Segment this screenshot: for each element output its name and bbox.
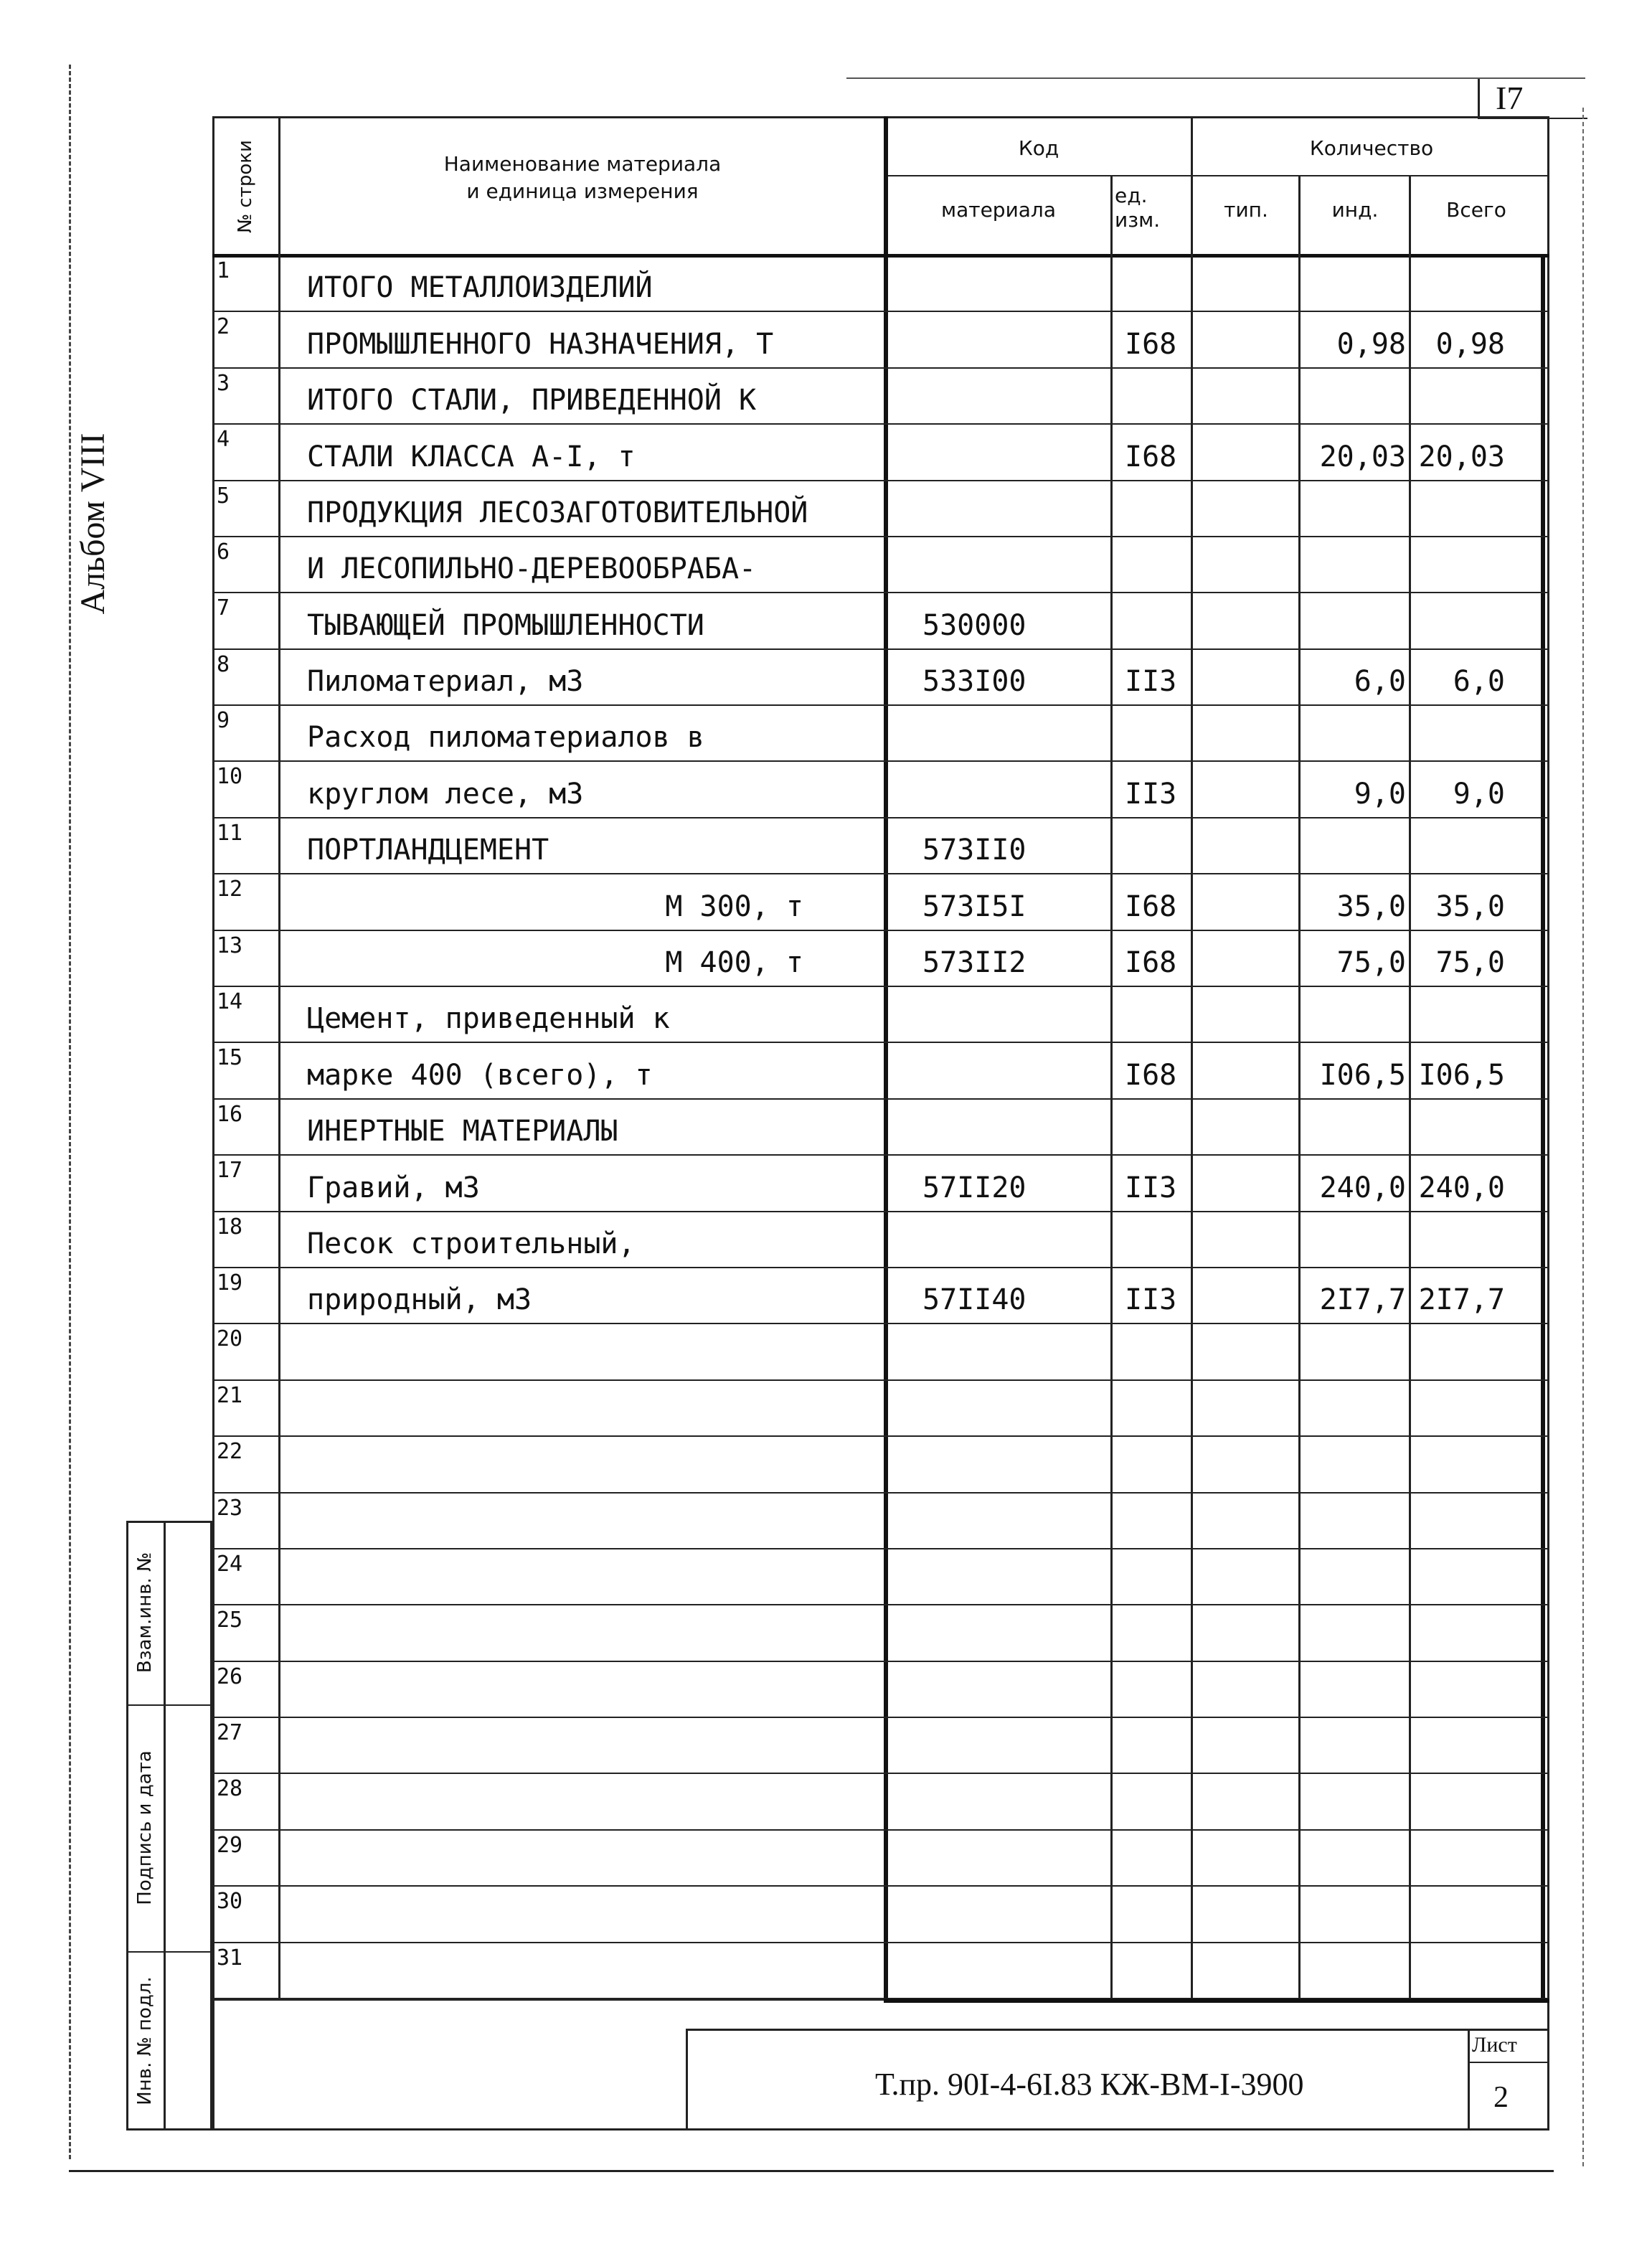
- row-qty-ind: I06,5: [1319, 1059, 1406, 1092]
- row-unit-code: II3: [1125, 665, 1177, 698]
- row-name: М 300, т: [665, 890, 803, 923]
- side-stamp-podpis-data: Подпись и дата: [134, 1750, 156, 1905]
- row-unit-code: II3: [1125, 1283, 1177, 1316]
- row-name: Расход пиломатериалов в: [307, 721, 704, 754]
- corner-number-box: [1478, 77, 1587, 119]
- row-number: 1: [217, 258, 230, 283]
- row-number: 9: [217, 708, 230, 733]
- row-name: природный, м3: [307, 1283, 532, 1316]
- row-number: 15: [217, 1045, 243, 1070]
- row-line: [212, 1604, 1549, 1605]
- row-number: 4: [217, 427, 230, 452]
- row-qty-total: I06,5: [1418, 1059, 1505, 1092]
- row-name: ТЫВАЮЩЕЙ ПРОМЫШЛЕННОСТИ: [307, 609, 704, 642]
- row-number: 26: [217, 1664, 243, 1689]
- row-material-code: 57II20: [922, 1171, 1026, 1204]
- row-number: 2: [217, 314, 230, 339]
- row-unit-code: I68: [1125, 1059, 1177, 1092]
- row-number: 24: [217, 1552, 243, 1577]
- col-line-typ: [1298, 175, 1301, 2001]
- row-line: [212, 1098, 1549, 1100]
- row-qty-ind: 240,0: [1319, 1171, 1406, 1204]
- row-number: 25: [217, 1608, 243, 1633]
- row-name: ПРОМЫШЛЕННОГО НАЗНАЧЕНИЯ, Т: [307, 328, 774, 361]
- row-number: 29: [217, 1833, 243, 1858]
- header-code-material: материала: [940, 198, 1056, 222]
- row-qty-total: 0,98: [1435, 328, 1505, 361]
- title-block-sheet-label: Лист: [1472, 2033, 1517, 2057]
- row-line: [212, 1042, 1549, 1043]
- table-body-bottom-line: [884, 1999, 1549, 2003]
- row-qty-ind: 9,0: [1354, 778, 1406, 811]
- row-qty-ind: 0,98: [1336, 328, 1406, 361]
- row-number: 14: [217, 989, 243, 1014]
- header-name-line1: Наименование материала: [443, 152, 722, 176]
- row-line: [212, 1773, 1549, 1774]
- title-block-sheet-number: 2: [1493, 2081, 1509, 2114]
- row-name: Песок строительный,: [307, 1227, 636, 1260]
- row-name: Гравий, м3: [307, 1171, 480, 1204]
- row-qty-ind: 2I7,7: [1319, 1283, 1406, 1316]
- header-quantity: Количество: [1309, 136, 1434, 160]
- row-line: [212, 1267, 1549, 1268]
- title-block-sheet-divider: [1468, 2029, 1470, 2131]
- row-material-code: 573II0: [922, 834, 1026, 867]
- row-line: [212, 1885, 1549, 1887]
- left-margin-dash: [69, 65, 71, 2159]
- row-qty-ind: 75,0: [1336, 946, 1406, 979]
- row-material-code: 573II2: [922, 946, 1026, 979]
- row-number: 3: [217, 371, 230, 396]
- row-qty-total: 6,0: [1453, 665, 1505, 698]
- side-stamp-sep1: [126, 1704, 212, 1706]
- row-name: марке 400 (всего), т: [307, 1059, 653, 1092]
- row-line: [212, 480, 1549, 481]
- row-line: [212, 1379, 1549, 1381]
- row-name: круглом лесе, м3: [307, 778, 584, 811]
- top-edge-line: [846, 77, 1585, 79]
- title-block-sheet-line: [1468, 2062, 1549, 2063]
- header-code-unit: ед. изм.: [1115, 184, 1161, 232]
- col-line-code: [1110, 175, 1113, 2001]
- row-unit-code: II3: [1125, 778, 1177, 811]
- col-line-right-thick: [1541, 254, 1545, 2001]
- row-qty-total: 9,0: [1453, 778, 1505, 811]
- row-qty-total: 2I7,7: [1418, 1283, 1505, 1316]
- header-code: Код: [1018, 136, 1059, 160]
- row-number: 8: [217, 652, 230, 677]
- side-stamp-inv-podl: Инв. № подл.: [134, 1976, 156, 2105]
- row-name: ИНЕРТНЫЕ МАТЕРИАЛЫ: [307, 1115, 618, 1148]
- row-line: [212, 1829, 1549, 1831]
- row-line: [212, 1942, 1549, 1943]
- row-unit-code: I68: [1125, 328, 1177, 361]
- row-line: [212, 1492, 1549, 1494]
- row-number: 17: [217, 1158, 243, 1183]
- row-unit-code: II3: [1125, 1171, 1177, 1204]
- row-unit-code: I68: [1125, 440, 1177, 473]
- row-qty-total: 35,0: [1435, 890, 1505, 923]
- table-body-bottom-line-left: [212, 1999, 884, 2001]
- row-number: 31: [217, 1945, 243, 1971]
- row-line: [212, 311, 1549, 312]
- side-stamp-vzam-inv: Взам.инв. №: [134, 1552, 156, 1674]
- sheet-corner-number: I7: [1496, 80, 1524, 116]
- row-material-code: 533I00: [922, 665, 1026, 698]
- row-number: 18: [217, 1214, 243, 1240]
- row-name: Пиломатериал, м3: [307, 665, 584, 698]
- row-material-code: 530000: [922, 609, 1026, 642]
- row-line: [212, 1154, 1549, 1156]
- row-number: 28: [217, 1776, 243, 1801]
- row-qty-ind: 35,0: [1336, 890, 1406, 923]
- header-qty-ind: инд.: [1331, 198, 1379, 222]
- row-line: [212, 1435, 1549, 1437]
- row-name: ПРОДУКЦИЯ ЛЕСОЗАГОТОВИТЕЛЬНОЙ: [307, 496, 808, 529]
- header-qty-total: Всего: [1446, 198, 1506, 222]
- row-name: И ЛЕСОПИЛЬНО-ДЕРЕВООБРАБА-: [307, 552, 757, 585]
- row-line: [212, 873, 1549, 874]
- row-number: 5: [217, 483, 230, 509]
- header-bottom-line: [212, 254, 1549, 258]
- row-name: ИТОГО МЕТАЛЛОИЗДЕЛИЙ: [307, 271, 653, 304]
- row-qty-ind: 6,0: [1354, 665, 1406, 698]
- row-line: [212, 1548, 1549, 1549]
- row-number: 23: [217, 1496, 243, 1521]
- side-stamp-sep2: [126, 1951, 212, 1953]
- row-number: 20: [217, 1326, 243, 1351]
- row-number: 16: [217, 1102, 243, 1127]
- row-material-code: 573I5I: [922, 890, 1026, 923]
- album-label: Альбом VIII: [74, 433, 112, 615]
- header-row-no: № строки: [235, 140, 256, 233]
- right-margin-dash: [1582, 108, 1584, 2166]
- row-line: [212, 1717, 1549, 1718]
- row-number: 10: [217, 764, 243, 789]
- row-number: 6: [217, 539, 230, 565]
- row-line: [212, 592, 1549, 593]
- row-number: 7: [217, 595, 230, 621]
- header-name-line2: и единица измерения: [466, 179, 699, 203]
- row-name: Цемент, приведенный к: [307, 1002, 670, 1035]
- row-line: [212, 1661, 1549, 1662]
- row-line: [212, 1211, 1549, 1212]
- row-name: ИТОГО СТАЛИ, ПРИВЕДЕННОЙ К: [307, 384, 757, 417]
- title-block-doc-code: Т.пр. 90I-4-6I.83 КЖ-ВМ-I-3900: [875, 2067, 1304, 2102]
- row-qty-ind: 20,03: [1319, 440, 1406, 473]
- row-number: 13: [217, 933, 243, 958]
- row-line: [212, 817, 1549, 818]
- row-name: СТАЛИ КЛАССА А-I, т: [307, 440, 636, 473]
- row-unit-code: I68: [1125, 946, 1177, 979]
- row-name: М 400, т: [665, 946, 803, 979]
- row-line: [212, 423, 1549, 425]
- row-number: 27: [217, 1720, 243, 1745]
- row-line: [212, 760, 1549, 762]
- row-line: [212, 648, 1549, 650]
- row-line: [212, 986, 1549, 987]
- row-number: 11: [217, 821, 243, 846]
- row-line: [212, 1323, 1549, 1324]
- row-number: 30: [217, 1889, 243, 1914]
- row-name: ПОРТЛАНДЦЕМЕНТ: [307, 834, 549, 867]
- row-number: 12: [217, 877, 243, 902]
- row-material-code: 57II40: [922, 1283, 1026, 1316]
- row-line: [212, 930, 1549, 931]
- row-qty-total: 240,0: [1418, 1171, 1505, 1204]
- side-stamp-inner-line: [164, 1521, 166, 2131]
- row-line: [212, 704, 1549, 706]
- row-number: 21: [217, 1383, 243, 1408]
- row-line: [212, 536, 1549, 537]
- header-subline-code: [884, 175, 1549, 176]
- row-line: [212, 367, 1549, 369]
- row-qty-total: 75,0: [1435, 946, 1505, 979]
- row-unit-code: I68: [1125, 890, 1177, 923]
- header-qty-typ: тип.: [1224, 198, 1268, 222]
- bottom-border-line: [69, 2170, 1554, 2172]
- row-number: 22: [217, 1439, 243, 1464]
- row-number: 19: [217, 1270, 243, 1296]
- row-qty-total: 20,03: [1418, 440, 1505, 473]
